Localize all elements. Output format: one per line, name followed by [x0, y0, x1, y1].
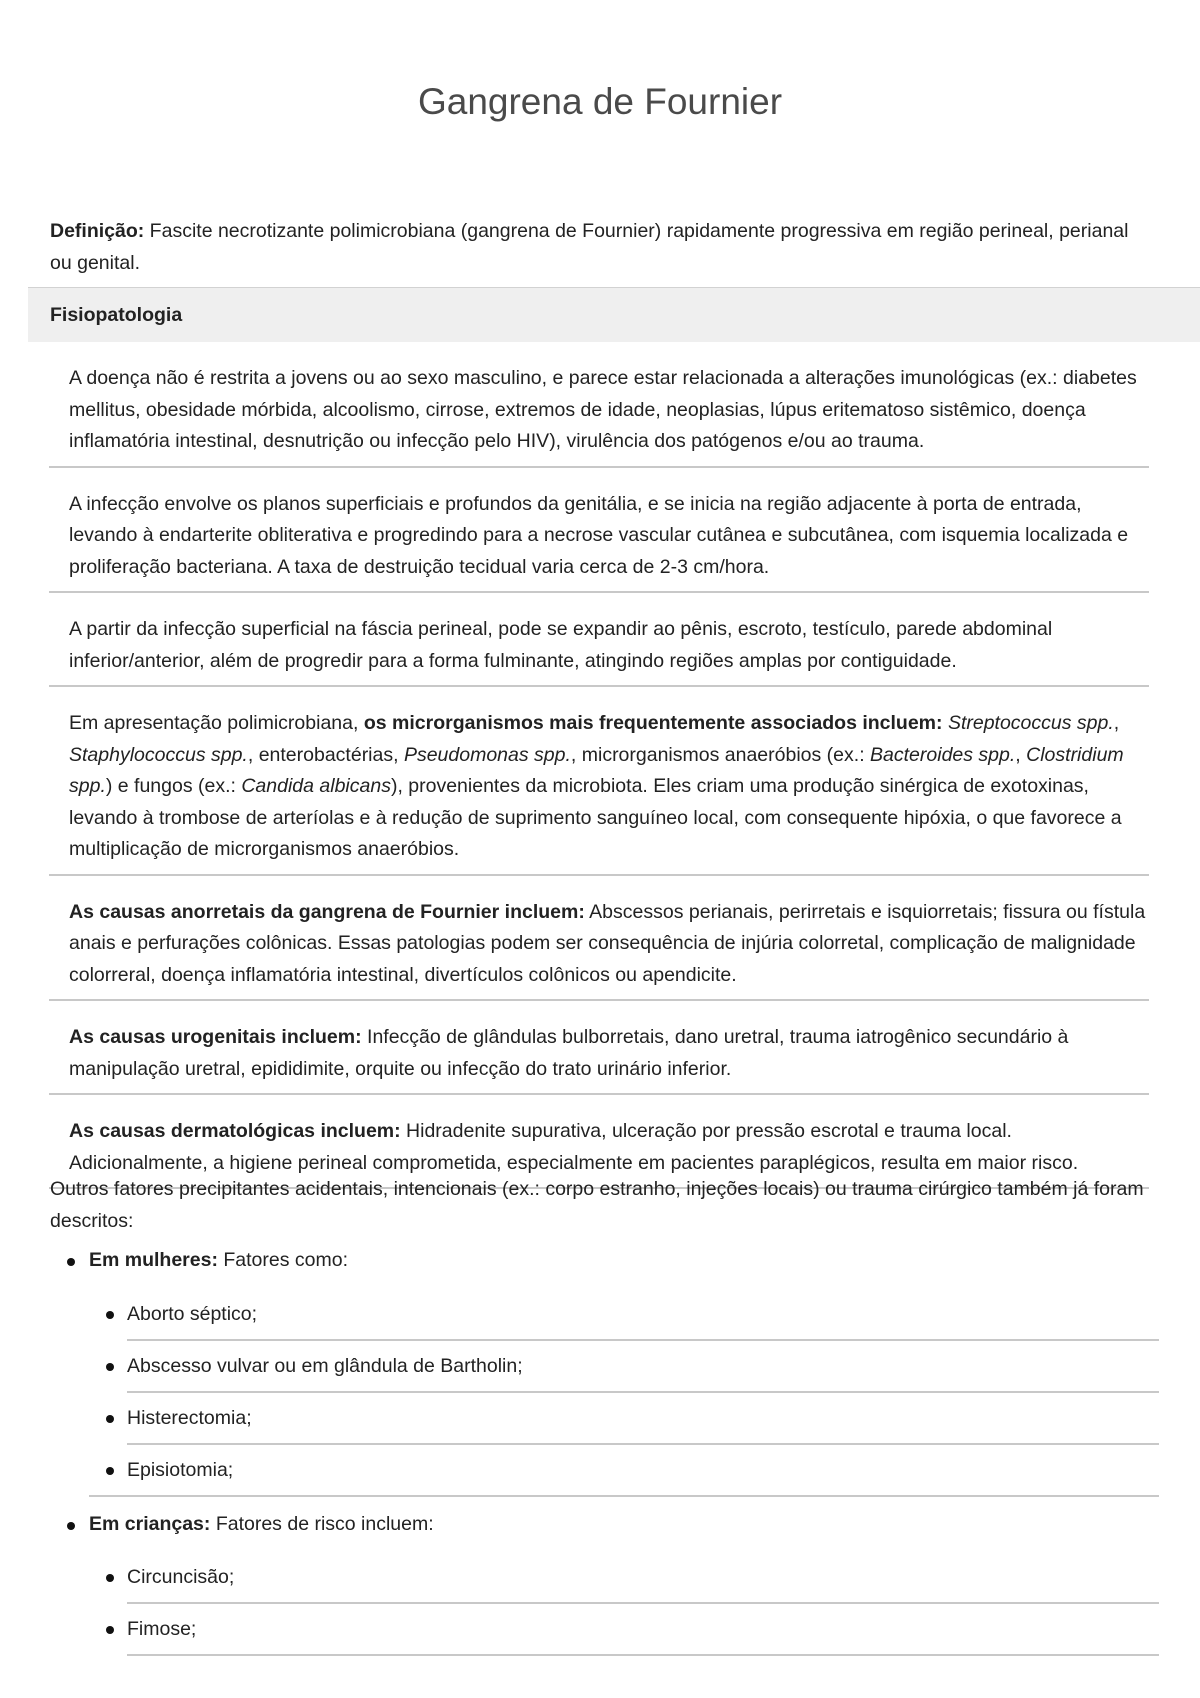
definition-text: Fascite necrotizante polimicrobiana (gangrena de Fournier) rapidamente progressiva em região perineal, perianal ou genital.	[50, 220, 1129, 274]
item-text	[69, 1022, 1149, 1085]
item-label: As causas dermatológicas incluem:	[69, 1120, 401, 1142]
subitem-text: Abscesso vulvar ou em glândula de Bartholin;	[127, 1354, 523, 1377]
sublist	[89, 1552, 1150, 1656]
text-run: , enterobactérias,	[247, 743, 404, 766]
list-item	[49, 1022, 1149, 1095]
bullet-icon	[106, 1626, 114, 1634]
risk-group-women	[50, 1245, 1150, 1497]
group-label: Em crianças:	[89, 1512, 211, 1535]
organism-name: Pseudomonas spp.	[403, 743, 571, 766]
item-text: A infecção envolve os planos superficiais e profundos da genitália, e se inicia na região adjacente à porta de entrada, levando à endarterite obliterativa e progredindo para a necrose vascular cutânea e subcutânea, com isquemia localizada e proliferação bacteriana. A taxa de destruição tecidual varia cerca de 2-3 cm/hora.	[69, 492, 1129, 578]
item-text	[69, 1116, 1149, 1179]
bullet-icon	[106, 1415, 114, 1423]
list-item	[49, 363, 1149, 468]
bullet-icon	[106, 1311, 114, 1319]
list-item	[89, 1393, 1150, 1445]
group-text: Fatores de risco incluem:	[210, 1512, 434, 1535]
bullet-icon	[67, 1522, 75, 1530]
text-run: , microrganismos anaeróbios (ex.:	[570, 743, 871, 766]
divider	[127, 1654, 1159, 1656]
item-label: As causas urogenitais incluem:	[69, 1026, 362, 1048]
list-item	[49, 489, 1149, 594]
subitem-text: Episiotomia;	[127, 1458, 234, 1481]
fisiopatologia-list	[49, 363, 1149, 1210]
list-item	[89, 1289, 1150, 1341]
text-run: Abscessos perianais, perirretais e isquiorretais; fissura ou fístula anais e perfurações colônicas. Essas patologias podem ser consequência de injúria colorretal, complicação de malignidade colorreral, doença inflamatória intestinal, divertículos colônicos ou apendicite.	[69, 900, 1146, 986]
bullet-icon	[106, 1363, 114, 1371]
item-label: As causas anorretais da gangrena de Fournier incluem:	[69, 900, 585, 923]
text-run: Hidradenite supurativa, ulceração por pressão escrotal e trauma local. Adicionalmente, a higiene perineal comprometida, especialmente em pacientes paraplégicos, resulta em maior risco.	[69, 1120, 1079, 1174]
emphasis-text: os microrganismos mais frequentemente associados incluem:	[363, 712, 943, 734]
organism-name: Staphylococcus spp.	[69, 743, 248, 766]
other-factors	[50, 1174, 1150, 1656]
page-title: Gangrena de Fournier	[417, 81, 783, 122]
risk-groups	[50, 1245, 1150, 1656]
item-text	[69, 708, 1149, 866]
text-run: ), provenientes da microbiota. Eles criam uma produção sinérgica de exotoxinas, levando à trombose de arteríolas e à redução de suprimento sanguíneo local, com consequente hipóxia, o que favorece a multiplicação de microrganismos anaeróbios.	[69, 775, 1122, 860]
text-run: ,	[1015, 743, 1027, 766]
item-text	[69, 897, 1149, 992]
subitem-text: Circuncisão;	[127, 1566, 235, 1588]
list-item	[49, 708, 1149, 876]
text-run: Infecção de glândulas bulborretais, dano uretral, trauma iatrogênico secundário à manipulação uretral, epididimite, orquite ou infecção do trato urinário inferior.	[69, 1026, 1069, 1080]
text-run: Em apresentação polimicrobiana,	[69, 712, 364, 734]
subitem-text: Histerectomia;	[127, 1406, 252, 1429]
bullet-icon	[106, 1467, 114, 1475]
text-run: ,	[1113, 712, 1120, 734]
organism-name: Candida albicans	[241, 775, 391, 797]
list-item	[49, 897, 1149, 1002]
organism-name: Streptococcus spp.	[947, 712, 1114, 734]
other-factors-text: Outros fatores precipitantes acidentais, intencionais (ex.: corpo estranho, injeções locais) ou trauma cirúrgico também já foram descritos:	[50, 1178, 1144, 1232]
organism-name: Clostridium spp.	[69, 743, 1124, 797]
definition	[50, 216, 1150, 279]
list-item	[89, 1341, 1150, 1393]
section-header-fisiopatologia[interactable]: Fisiopatologia	[28, 287, 1200, 342]
text-run: ) e fungos (ex.:	[105, 775, 242, 797]
subitem-text: Fimose;	[127, 1618, 197, 1640]
definition-label: Definição:	[50, 220, 145, 242]
item-text: A doença não é restrita a jovens ou ao sexo masculino, e parece estar relacionada a alterações imunológicas (ex.: diabetes mellitus, obesidade mórbida, alcoolismo, cirrose, extremos de idade, neoplasias, lúpus eritematoso sistêmico, doença inflamatória intestinal, desnutrição ou infecção pelo HIV), virulência dos patógenos e/ou ao trauma.	[69, 367, 1137, 452]
item-text: A partir da infecção superficial na fáscia perineal, pode se expandir ao pênis, escroto, testículo, parede abdominal inferior/anterior, além de progredir para a forma fulminante, atingindo regiões amplas por contiguidade.	[69, 618, 1053, 672]
list-item	[89, 1604, 1150, 1656]
bullet-icon	[106, 1574, 114, 1582]
list-item	[89, 1445, 1150, 1495]
divider	[89, 1495, 1159, 1497]
risk-group-children	[50, 1509, 1150, 1657]
group-label: Em mulheres:	[89, 1249, 218, 1271]
list-item	[49, 614, 1149, 687]
group-text: Fatores como:	[217, 1249, 349, 1271]
bullet-icon	[67, 1258, 75, 1266]
subitem-text: Aborto séptico;	[127, 1302, 258, 1325]
sublist	[89, 1289, 1150, 1495]
organism-name: Bacteroides spp.	[870, 743, 1016, 766]
list-item	[89, 1552, 1150, 1604]
